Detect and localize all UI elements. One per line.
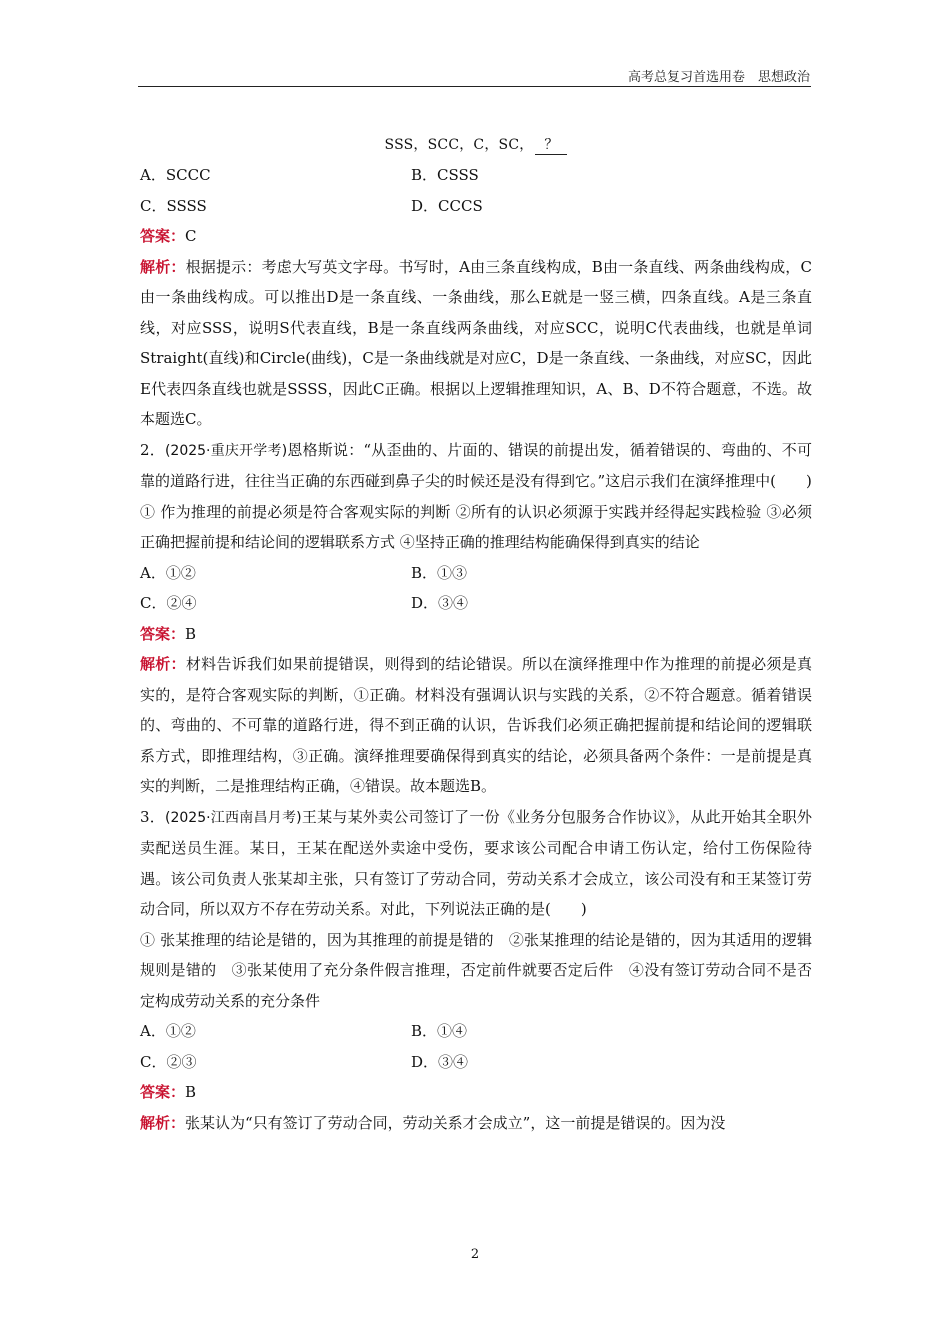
header-rule	[138, 86, 811, 87]
q3-options-row-2	[140, 1047, 812, 1078]
analysis-text: 根据提示：考虑大写英文字母。书写时，A由三条直线构成，B由一条直线、两条曲线构成，C由一条曲线构成。可以推出D是一条直线、一条曲线，那么E就是一竖三横，四条直线。A是三条直线，对应SSS，说明S代表直线，B是一条直线两条曲线，对应SCC，说明C代表曲线，也就是单词Straight(直线)和Circle(曲线)，C是一条曲线就是对应C，D是一条直线、一条曲线，对应SC，因此E代表四条直线也就是SSSS，因此C正确。根据以上逻辑推理知识，A、B、D不符合题意，不选。故本题选C。	[140, 257, 812, 428]
q3-statements: ① 张某推理的结论是错的，因为其推理的前提是错的 ②张某推理的结论是错的，因为其适用的逻辑规则是错的 ③张某使用了充分条件假言推理，否定前件就要否定后件 ④没有签订劳动合同不是否定构成劳动关系的充分条件	[140, 930, 812, 1010]
q1-analysis	[140, 252, 812, 435]
running-header: 高考总复习首选用卷 思想政治	[627, 70, 810, 85]
q2-option-d: D．③④	[411, 594, 469, 612]
q1-options-row-1	[140, 160, 812, 191]
sequence-text: SSS，SCC，C，SC，	[384, 137, 534, 153]
q3-option-c: C．②③	[140, 1052, 197, 1071]
analysis-label: 解析：	[140, 655, 186, 673]
question-text: 恩格斯说：“从歪曲的、片面的、错误的前提出发，循着错误的、弯曲的、不可靠的道路行进，往往当正确的东西碰到鼻子尖的时候还是没有得到它。”这启示我们在演绎推理中( )	[140, 440, 812, 490]
q1-option-b: B．CSSS	[411, 166, 479, 184]
analysis-label: 解析：	[140, 257, 186, 276]
analysis-label: 解析：	[140, 1113, 186, 1132]
q3-analysis	[140, 1108, 812, 1139]
q3-option-d: D．③④	[411, 1052, 469, 1071]
page-number: 2	[470, 1247, 480, 1262]
q1-option-c: C．SSSS	[140, 196, 207, 215]
q2-statements: ① 作为推理的前提必须是符合客观实际的判断 ②所有的认识必须源于实践并经得起实践检验 ③必须正确把握前提和结论间的逻辑联系方式 ④坚持正确的推理结构能确保得到真实的结论	[140, 502, 812, 551]
q2-options-row-1	[140, 558, 812, 589]
q2-options-row-2	[140, 588, 812, 619]
answer-value: B	[185, 624, 197, 643]
q3-answer	[140, 1077, 812, 1108]
q2-answer	[140, 619, 812, 650]
q1-option-a: A．SCCC	[140, 166, 211, 184]
answer-label: 答案：	[140, 624, 186, 643]
q2-option-a: A．①②	[140, 563, 196, 582]
q2-analysis	[140, 649, 812, 802]
q3-stem	[140, 802, 812, 925]
question-source: (2025·江西南昌月考)	[165, 809, 302, 826]
q1-options-row-2	[140, 191, 812, 222]
q3-option-b: B．①④	[411, 1022, 468, 1040]
q3-options-row-1	[140, 1016, 812, 1047]
q3-option-a: A．①②	[140, 1022, 196, 1040]
question-number: 3．	[140, 807, 166, 826]
answer-label: 答案：	[140, 1083, 186, 1101]
question-source: (2025·重庆开学考)	[164, 442, 288, 459]
answer-label: 答案：	[140, 227, 186, 245]
sequence-blank: ？	[535, 136, 567, 155]
question-text: 王某与某外卖公司签订了一份《业务分包服务合作协议》，从此开始其全职外卖配送员生涯。某日，王某在配送外卖途中受伤，要求该公司配合申请工伤认定，给付工伤保险待遇。该公司负责人张某却主张，只有签订了劳动合同，劳动关系才会成立，该公司没有和王某签订劳动合同，所以双方不存在劳动关系。对此，下列说法正确的是( )	[140, 807, 812, 918]
question-number: 2．	[140, 440, 165, 459]
analysis-text: 材料告诉我们如果前提错误，则得到的结论错误。所以在演绎推理中作为推理的前提必须是真实的，是符合客观实际的判断，①正确。材料没有强调认识与实践的关系，②不符合题意。循着错误的、弯曲的、不可靠的道路行进，得不到正确的认识，告诉我们必须正确把握前提和结论间的逻辑联系方式，即推理结构，③正确。演绎推理要确保得到真实的结论，必须具备两个条件：一是前提是真实的判断，二是推理结构正确，④错误。故本题选B。	[140, 655, 812, 795]
q2-option-b: B．①③	[411, 563, 468, 582]
sequence-line	[140, 130, 812, 160]
q2-stem	[140, 435, 812, 497]
analysis-text: 张某认为“只有签订了劳动合同，劳动关系才会成立”，这一前提是错误的。因为没	[185, 1113, 726, 1132]
q2-option-c: C．②④	[140, 594, 197, 612]
q1-answer	[140, 221, 812, 252]
page-content	[140, 130, 812, 1138]
q1-option-d: D．CCCS	[411, 196, 483, 215]
answer-value: C	[185, 227, 197, 245]
answer-value: B	[185, 1083, 197, 1101]
